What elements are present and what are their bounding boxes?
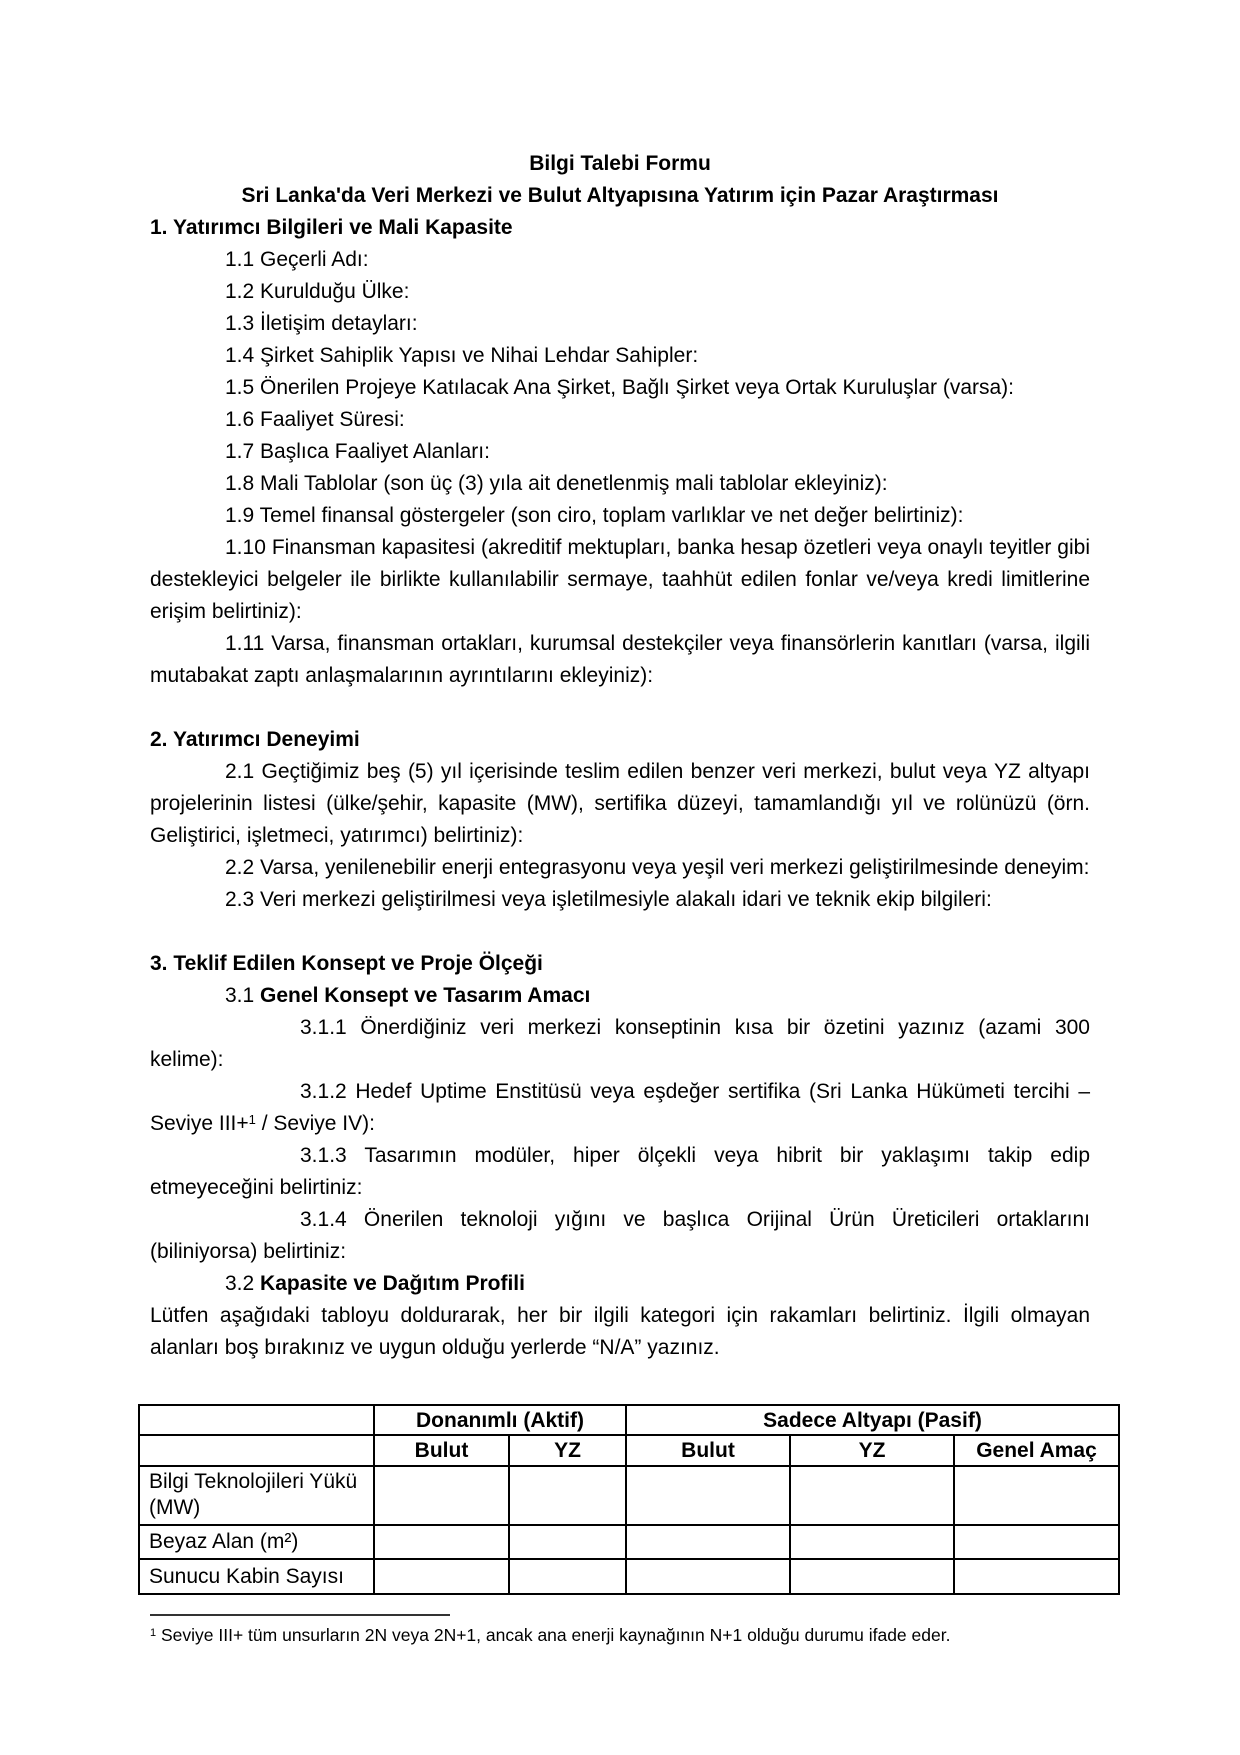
item-2-1: 2.1 Geçtiğimiz beş (5) yıl içerisinde teslim edilen benzer veri merkezi, bulut veya YZ altyapı projelerinin listesi (ülke/şehir, kapasite (MW), sertifika düzeyi, tamamlandığı yıl ve rolünüzü (örn. Geliştirici, işletmeci, yatırımcı) belirtiniz): [150,760,1090,847]
footnote-text: Seviye III+ tüm unsurların 2N veya 2N+1, ancak ana enerji kaynağının N+1 olduğu durumu ifade eder. [161,1625,951,1645]
empty-cell [790,1525,954,1559]
item-1-7: 1.7 Başlıca Faaliyet Alanları: [225,440,490,463]
item-1-2: 1.2 Kurulduğu Ülke: [225,280,410,303]
empty-cell [790,1466,954,1525]
item-2-3: 2.3 Veri merkezi geliştirilmesi veya işletilmesiyle alakalı idari ve teknik ekip bilgileri: [225,888,992,911]
item-1-5: 1.5 Önerilen Projeye Katılacak Ana Şirket, Bağlı Şirket veya Ortak Kuruluşlar (varsa): [225,376,1015,399]
column-header-bulut-passive: Bulut [626,1435,790,1466]
item-3-1-1: 3.1.1 Önerdiğiniz veri merkezi konseptinin kısa bir özetini yazınız (azami 300 kelime): [150,1016,1090,1071]
empty-cell [954,1525,1119,1559]
empty-cell [626,1525,790,1559]
subsection-3-2-number: 3.2 [225,1272,255,1295]
item-1-10: 1.10 Finansman kapasitesi (akreditif mektupları, banka hesap özetleri veya onaylı teyitler gibi destekleyici belgeler ile birlikte kullanılabilir sermaye, taahhüt edilen fonlar ve/veya kredi limitlerine erişim belirtiniz): [150,536,1090,623]
row-label-rack-count: Sunucu Kabin Sayısı [139,1559,374,1594]
item-1-6: 1.6 Faaliyet Süresi: [225,408,405,431]
table-row-it-load [139,1466,1119,1525]
empty-cell [626,1466,790,1525]
subsection-3-2-title: Kapasite ve Dağıtım Profili [260,1272,525,1295]
empty-cell [374,1559,509,1594]
empty-cell [626,1559,790,1594]
empty-cell [509,1559,626,1594]
table-corner-cell [139,1435,374,1466]
blank-line [150,916,1090,948]
row-label-it-load: Bilgi Teknolojileri Yükü (MW) [139,1466,374,1525]
empty-cell [790,1559,954,1594]
blank-line [150,692,1090,724]
table-column-header-row [139,1435,1119,1466]
empty-cell [509,1525,626,1559]
table-instructions: Lütfen aşağıdaki tabloyu doldurarak, her bir ilgili kategori için rakamları belirtiniz. İlgili olmayan alanları boş bırakınız ve uygun olduğu yerlerde “N/A” yazınız. [150,1304,1090,1359]
item-1-11: 1.11 Varsa, finansman ortakları, kurumsal destekçiler veya finansörlerin kanıtları (varsa, ilgili mutabakat zaptı anlaşmalarının ayrıntılarını ekleyiniz): [150,632,1090,687]
table-row-white-space [139,1525,1119,1559]
empty-cell [374,1466,509,1525]
table-row-rack-count [139,1559,1119,1594]
group-header-active: Donanımlı (Aktif) [374,1405,626,1435]
section2-heading: 2. Yatırımcı Deneyimi [150,728,360,751]
item-1-3: 1.3 İletişim detayları: [225,312,418,335]
empty-cell [509,1466,626,1525]
subsection-3-2-heading [150,1268,1090,1300]
row-label-white-space: Beyaz Alan (m²) [139,1525,374,1559]
group-header-passive: Sadece Altyapı (Pasif) [626,1405,1119,1435]
capacity-table [138,1404,1120,1595]
section3-heading: 3. Teklif Edilen Konsept ve Proje Ölçeği [150,952,543,975]
column-header-yz-active: YZ [509,1435,626,1466]
item-1-8: 1.8 Mali Tablolar (son üç (3) yıla ait denetlenmiş mali tablolar ekleyiniz): [225,472,888,495]
footnote-reference: 1 [248,1112,256,1127]
item-1-4: 1.4 Şirket Sahiplik Yapısı ve Nihai Lehdar Sahipler: [225,344,699,367]
item-1-9: 1.9 Temel finansal göstergeler (son ciro, toplam varlıklar ve net değer belirtiniz): [225,504,964,527]
item-3-1-4: 3.1.4 Önerilen teknoloji yığını ve başlıca Orijinal Ürün Üreticileri ortaklarını (biliniyorsa) belirtiniz: [150,1208,1090,1263]
subsection-3-1-number: 3.1 [225,984,255,1007]
section1-heading: 1. Yatırımcı Bilgileri ve Mali Kapasite [150,216,513,239]
item-3-1-2: 3.1.2 Hedef Uptime Enstitüsü veya eşdeğer sertifika (Sri Lanka Hükümeti tercihi – Seviye III+$^1$ / Seviye IV): [150,1080,1090,1135]
document-title: Bilgi Talebi Formu [529,152,711,175]
column-header-genel-amac: Genel Amaç [954,1435,1119,1466]
subsection-3-1-heading [150,980,1090,1012]
subsection-3-1-title: Genel Konsept ve Tasarım Amacı [260,984,591,1007]
empty-cell [374,1525,509,1559]
footnote [150,1623,1090,1647]
table-corner-cell [139,1405,374,1435]
item-2-2: 2.2 Varsa, yenilenebilir enerji entegrasyonu veya yeşil veri merkezi geliştirilmesinde deneyim: [225,856,1090,879]
footnote-marker: 1 [150,1627,157,1639]
item-3-1-3: 3.1.3 Tasarımın modüler, hiper ölçekli veya hibrit bir yaklaşımı takip edip etmeyeceğini belirtiniz: [150,1144,1090,1199]
column-header-bulut-active: Bulut [374,1435,509,1466]
document-subtitle: Sri Lanka'da Veri Merkezi ve Bulut Altyapısına Yatırım için Pazar Araştırması [241,184,999,207]
table-group-header-row [139,1405,1119,1435]
footnote-separator [150,1614,450,1616]
item-1-1: 1.1 Geçerli Adı: [225,248,369,271]
column-header-yz-passive: YZ [790,1435,954,1466]
document-content [149,148,1097,1647]
empty-cell [954,1559,1119,1594]
empty-cell [954,1466,1119,1525]
